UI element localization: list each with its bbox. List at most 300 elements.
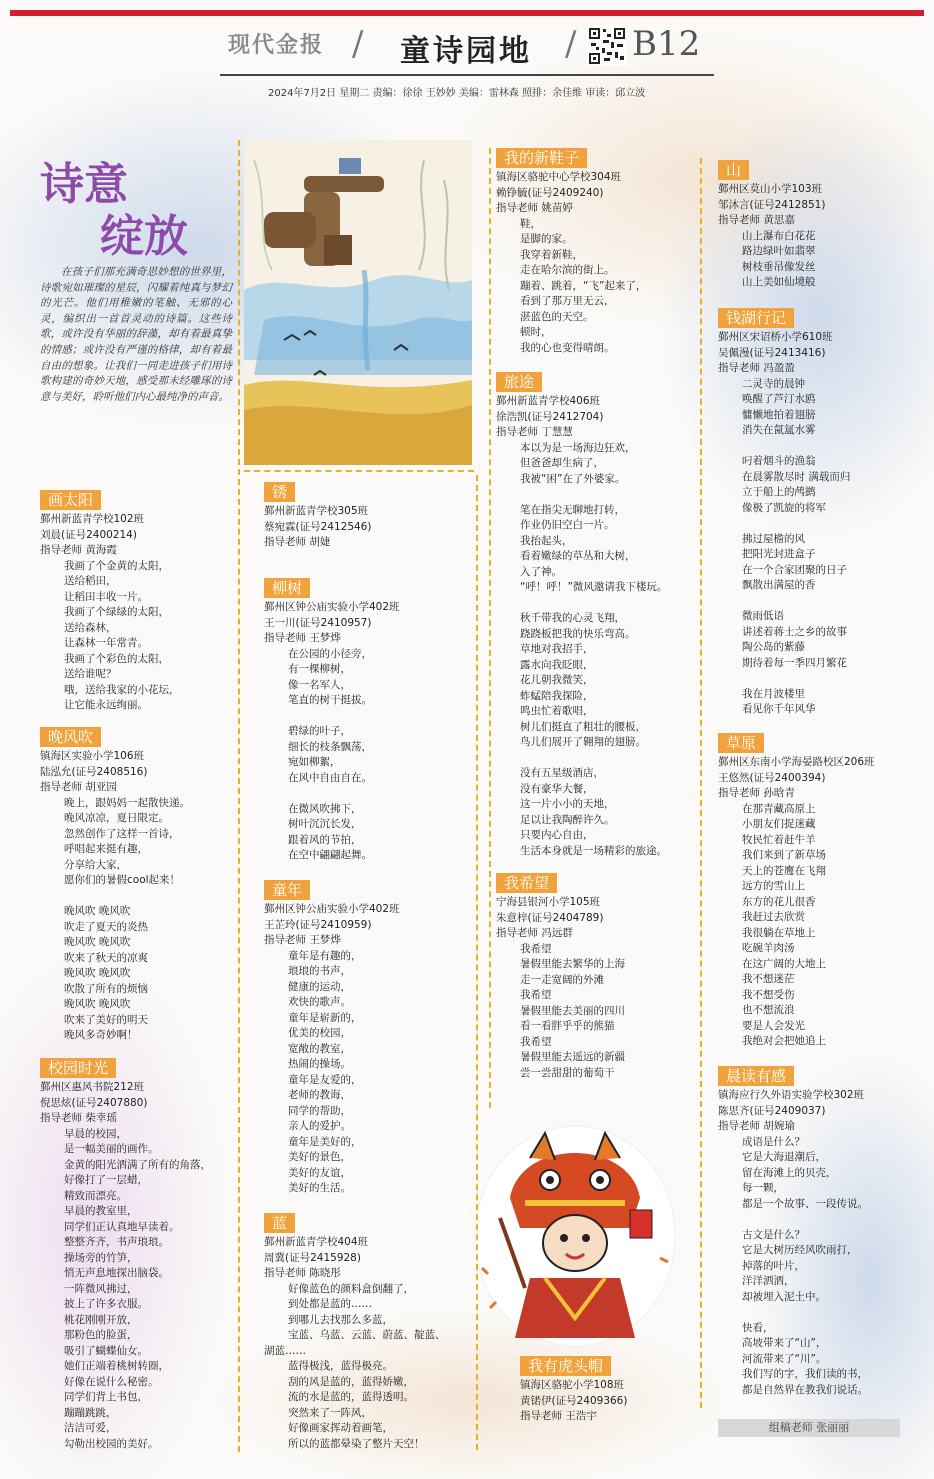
poem-line: 只要内心自由， — [520, 829, 594, 841]
poem-line: 美好的友谊， — [288, 1166, 351, 1179]
poem-school: 鄞州新蓝青学校305班 — [264, 505, 369, 517]
poem-line: 吸引了蝴蝶仙女。 — [64, 1344, 148, 1357]
poem-line: 生活本身就是一场精彩的旅途。 — [520, 844, 667, 857]
poem-line: 让稻田丰收一片。 — [64, 590, 148, 603]
poem-line: 送给稻田， — [64, 575, 117, 587]
poem-line: 在那青藏高原上 — [742, 802, 816, 815]
poem-title: 钱湖行记 — [718, 308, 794, 328]
poem-line — [496, 596, 667, 612]
poem-line: 远方的雪山上 — [742, 880, 805, 892]
poem-line: 让森林一年常青。 — [64, 637, 148, 649]
poem-title: 山 — [718, 160, 749, 180]
poem-line: 都是自然界在教我们说话。 — [742, 1383, 868, 1396]
poem-teacher: 指导老师 胡亚园 — [40, 781, 117, 793]
poem-line: 二灵寺的晨钟 — [742, 377, 805, 390]
poem-line: 晚风吹 晚风吹 — [64, 905, 131, 917]
poem-line: 我们来到了新草场 — [742, 849, 826, 861]
poem-line: 跷跷板把我的快乐弯高。 — [520, 627, 636, 640]
column-divider — [489, 148, 491, 1108]
poem-line: 我希望 — [520, 1035, 552, 1048]
poem-line: 愿你们的暑假cool起来！ — [64, 874, 181, 886]
poem-wan-feng-chui — [40, 727, 190, 1044]
poem-line: 晚上，跟妈妈一起散快递。 — [64, 796, 190, 809]
poem-line: 热闹的操场。 — [288, 1058, 351, 1070]
poem-line: 立于船上的鸬鹚 — [742, 486, 816, 498]
poem-line: 我抬起头， — [520, 534, 573, 547]
poem-line: 鸣虫忙着歌唱， — [520, 705, 594, 717]
poem-line: 我很躺在草地上 — [742, 926, 816, 939]
poem-author: 周冀(证号2415928) — [264, 1251, 361, 1264]
poem-body — [264, 647, 400, 864]
poem-line: 看着嫩绿的草丛和大树， — [520, 550, 636, 562]
poem-line: 古文是什么？ — [742, 1228, 805, 1241]
poem-line: 唤醒了芦汀水鸥 — [742, 393, 816, 405]
poem-chen-du-you-gan — [718, 1066, 868, 1398]
poem-line: “呼！呼！”微风邀请我下楼玩。 — [520, 581, 668, 593]
poem-author: 王悠然(证号2400394) — [718, 771, 826, 784]
poem-line: 晚风吹 晚风吹 — [64, 967, 131, 979]
poem-title: 我有虎头帽 — [520, 1356, 611, 1376]
poem-line: 微雨低语 — [742, 610, 784, 622]
poem-line: 蹦蹦跳跳， — [64, 1406, 117, 1419]
poem-line: 走一走宽阔的外滩 — [520, 973, 604, 986]
poem-line: 健康的运动， — [288, 980, 351, 993]
poem-title: 锈 — [264, 482, 295, 502]
poem-teacher: 指导老师 胡婕 — [264, 536, 331, 548]
poem-line: 像一名军人， — [288, 678, 351, 691]
poem-line: 没有五星级酒店， — [520, 767, 604, 779]
poem-line: 同学们正认真地早读着。 — [64, 1220, 180, 1233]
poem-line: 入了神。 — [520, 565, 562, 578]
poem-line: 暑假里能去美丽的四川 — [520, 1004, 625, 1017]
poem-line: 蚱蜢陪我探险， — [520, 689, 594, 702]
poem-title: 我的新鞋子 — [496, 148, 587, 168]
poem-line: 也不想流浪 — [742, 1004, 795, 1016]
poem-line: 鞋， — [520, 217, 541, 230]
poem-line: 哦，送给我家的小花坛， — [64, 683, 180, 696]
poem-line: 都是一个故事、一段传说。 — [742, 1197, 868, 1210]
poem-school: 鄞州区宋诏桥小学610班 — [718, 331, 833, 343]
poem-author: 邹沐言(证号2412851) — [718, 198, 826, 211]
poem-line: 看到了那万里无云， — [520, 295, 615, 307]
poem-line: 同学的帮助， — [288, 1104, 351, 1117]
poem-line: 突然来了一阵风， — [288, 1406, 372, 1419]
poem-line: 晚风多奇妙啊！ — [64, 1029, 138, 1041]
poem-line: 但爸爸却生病了， — [520, 457, 604, 469]
poem-qian-hu-xing-ji — [718, 308, 850, 718]
poem-line: 消失在氤氲水雾 — [742, 424, 816, 436]
poem-line: 山上美如仙境般 — [742, 276, 816, 288]
poem-body — [264, 949, 400, 1197]
poem-school: 鄞州新蓝青学校102班 — [40, 513, 145, 525]
poem-line: 在这广阔的大地上 — [742, 957, 826, 970]
poem-body — [718, 1135, 868, 1399]
poem-line — [718, 671, 850, 687]
poem-line: 草地对我招手， — [520, 643, 594, 655]
poem-body — [718, 802, 875, 1050]
column-divider — [700, 158, 702, 1408]
poem-teacher: 指导老师 冯远群 — [496, 927, 573, 939]
poem-lv-tu — [496, 372, 667, 859]
poem-line — [496, 487, 667, 503]
qr-code-icon[interactable] — [587, 26, 627, 66]
poem-line: 好像打了一层蜡， — [64, 1174, 148, 1186]
poem-school: 鄞州区钟公庙实验小学402班 — [264, 903, 400, 915]
header-divider: / — [352, 24, 364, 64]
poem-teacher: 指导老师 胡婉瑜 — [718, 1120, 795, 1132]
poem-teacher: 指导老师 黄海霞 — [40, 544, 117, 556]
poem-line: 是一幅美丽的画作。 — [64, 1143, 159, 1155]
poem-line: 整整齐齐，书声琅琅。 — [64, 1236, 169, 1248]
poem-body — [496, 441, 667, 860]
poem-line: 吹走了夏天的炎热 — [64, 920, 148, 933]
poem-line: 操场旁的竹笋， — [64, 1251, 138, 1264]
poem-line: 我画了个金黄的太阳， — [64, 559, 169, 572]
poem-author: 倪思炫(证号2407880) — [40, 1096, 148, 1109]
poem-school: 镇海区实验小学106班 — [40, 750, 145, 762]
poem-line: 我们写的字，我们读的书， — [742, 1368, 868, 1380]
poem-line: 跟着风的节拍， — [288, 833, 362, 846]
poem-line: 所以的蓝都晕染了整片天空！ — [288, 1437, 425, 1450]
poem-line: 好像画家挥动着画笔， — [288, 1422, 393, 1434]
poem-teacher: 指导老师 孙晗青 — [718, 787, 795, 799]
poem-line: 陶公岛的紫藤 — [742, 641, 805, 653]
poem-line: 在晨雾散尽时 满载而归 — [742, 470, 851, 483]
poem-teacher: 指导老师 黄思嘉 — [718, 214, 795, 226]
poem-line: 优美的校园， — [288, 1027, 351, 1039]
poem-line: 笔直的树干挺拔。 — [288, 694, 372, 706]
poem-line: 细长的枝条飘荡， — [288, 740, 372, 753]
poem-line: 吹散了所有的烦恼 — [64, 982, 148, 995]
poem-line: 晚风吹 晚风吹 — [64, 998, 131, 1010]
poem-school: 鄞州区惠风书院212班 — [40, 1081, 145, 1093]
poem-line: 老师的教诲， — [288, 1089, 351, 1101]
poem-author: 赖铮毓(证号2409240) — [496, 186, 604, 199]
poem-hua-taiyang — [40, 490, 180, 714]
poem-body — [40, 796, 190, 1044]
poem-line: 要是人会发光 — [742, 1019, 805, 1032]
poem-teacher: 指导老师 王梦烨 — [264, 934, 341, 946]
poem-line: 送给谁呢？ — [64, 668, 117, 680]
poem-author: 陆泓允(证号2408516) — [40, 765, 148, 778]
poem-line: 美好的生活。 — [288, 1182, 351, 1194]
poem-line: 路边绿叶如翡翠 — [742, 245, 816, 257]
poem-line — [264, 709, 400, 725]
poem-line: 这一片小小的天地， — [520, 798, 615, 810]
poem-line: 我希望 — [520, 942, 552, 955]
poem-title: 我希望 — [496, 873, 557, 893]
poem-line: 分享给大家， — [64, 858, 127, 871]
poem-line: 在公园的小径旁， — [288, 647, 372, 660]
poem-line: 吃碗羊肉汤 — [742, 942, 795, 954]
poem-line: 留在海滩上的贝壳， — [742, 1166, 837, 1179]
poem-line: 飘散出满屋的香 — [742, 579, 816, 591]
poem-line: 童年是友爱的， — [288, 1073, 362, 1086]
poem-liu-shu — [264, 578, 400, 864]
poem-body — [496, 217, 646, 357]
poem-author: 蔡宛霖(证号2412546) — [264, 520, 372, 533]
poem-line: 我不想受伤 — [742, 988, 795, 1001]
poem-line: 本以为是一场海边狂欢， — [520, 441, 636, 454]
poem-title: 童年 — [264, 880, 310, 900]
poem-line: 湖蓝…… — [264, 1344, 306, 1357]
poem-line: 忽然创作了这样一首诗， — [64, 827, 180, 840]
column-divider — [238, 140, 240, 1452]
editor-credit: 组稿老师 张丽丽 — [718, 1419, 900, 1437]
poem-line — [496, 751, 667, 767]
poem-line: 我绝对会把她追上 — [742, 1035, 826, 1047]
poem-title: 旅途 — [496, 372, 542, 392]
poem-title: 蓝 — [264, 1213, 295, 1233]
poem-body — [718, 229, 825, 291]
feature-intro: 在孩子们那充满奇思妙想的世界里，诗歌宛如璀璨的星辰，闪耀着纯真与梦幻的光芒。他们用稚嫩的笔触、无邪的心灵，编织出一首首灵动的诗篇。这些诗歌，或许没有华丽的辞藻，却有着最真挚的情感；或许没有严谨的格律，却有着最自由的想象。让我们一同走进孩子们用诗歌构建的奇妙天地，感受那未经雕琢的诗意与美好，聆听他们内心最纯净的声音。 — [40, 266, 232, 403]
poem-line — [718, 1212, 868, 1228]
poem-line: 琅琅的书声， — [288, 965, 351, 977]
poem-school: 鄞州区钟公庙实验小学402班 — [264, 601, 400, 613]
poem-line: 顿时， — [520, 326, 552, 338]
poem-line: 叼着烟斗的渔翁 — [742, 455, 816, 467]
poem-line: 她们正端着桃树转圈， — [64, 1360, 169, 1372]
poem-line: 那粉色的脸蛋， — [64, 1329, 138, 1341]
poem-line: 蹦着、跳着，“飞”起来了， — [520, 279, 647, 292]
poem-line: 到哪儿去找那么多蓝， — [288, 1313, 393, 1326]
poem-line: 快看， — [742, 1321, 774, 1334]
poem-author: 吴佩漫(证号2413416) — [718, 346, 826, 359]
feature-title-line2: 绽放 — [100, 211, 188, 262]
poem-line: 它是大海退潮后， — [742, 1151, 826, 1163]
poem-line: 披上了许多衣服。 — [64, 1298, 148, 1310]
poem-author: 黄锘伊(证号2409366) — [520, 1394, 628, 1407]
poem-line: 让它能永远绚丽。 — [64, 699, 148, 711]
header-divider: / — [565, 24, 577, 64]
poem-line: 到处都是蓝的…… — [288, 1298, 372, 1310]
poem-line: 宛如柳絮， — [288, 756, 341, 768]
poem-line: 高坡带来了“山”， — [742, 1337, 827, 1349]
poem-line: 看见你千年风华 — [742, 703, 816, 715]
poem-line: 树枝垂吊像发丝 — [742, 260, 816, 273]
row-divider — [244, 470, 474, 472]
poem-line — [718, 439, 850, 455]
poem-line: 桃花刚刚开放， — [64, 1313, 138, 1326]
poem-line: 在微风吹拂下， — [288, 802, 362, 815]
poem-line: 却被埋入泥土中。 — [742, 1290, 826, 1303]
poem-lan — [264, 1213, 446, 1452]
issue-info: 2024年7月2日 星期二 责编：徐徐 王妙妙 美编：雷林森 照排：余佳维 审读：邱立波 — [268, 88, 646, 99]
poem-teacher: 指导老师 柴幸瑶 — [40, 1112, 117, 1124]
poem-line: 天上的苍鹰在飞翔 — [742, 864, 826, 877]
poem-line: 童年是崭新的， — [288, 1011, 362, 1024]
poem-line: 刮的风是蓝的，蓝得娇嫩， — [288, 1375, 414, 1388]
poem-line: 精致而漂亮。 — [64, 1189, 127, 1202]
poem-line: 宽敞的教室， — [288, 1042, 351, 1055]
page-number: B12 — [632, 24, 701, 64]
poem-title: 画太阳 — [40, 490, 101, 510]
poem-line: 好像在说什么秘密。 — [64, 1375, 159, 1388]
poem-author: 陈思齐(证号2409037) — [718, 1104, 826, 1117]
poem-line: 吹来了美好的明天 — [64, 1013, 148, 1026]
poem-line: 看一看胖乎乎的熊猫 — [520, 1020, 615, 1032]
poem-line: 呼唱起来挺有趣， — [64, 843, 148, 855]
poem-line: 树叶沉沉长发， — [288, 818, 362, 830]
poem-school: 鄞州新蓝青学校404班 — [264, 1236, 369, 1248]
poem-line — [264, 786, 400, 802]
poem-line: 金黄的阳光洒满了所有的角落， — [64, 1158, 211, 1171]
poem-wo-you-hu-tou-mao — [520, 1356, 627, 1425]
section-title: 童诗园地 — [400, 34, 532, 69]
poem-title: 草原 — [718, 733, 764, 753]
poem-line: 牧民忙着赶牛羊 — [742, 833, 816, 846]
poem-line: 晚风凉凉，夏日限定。 — [64, 812, 169, 824]
poem-line: 暑假里能去繁华的上海 — [520, 958, 625, 970]
poem-line: 悄无声息地探出脑袋。 — [64, 1267, 169, 1279]
poem-line: 洋洋洒洒， — [742, 1275, 795, 1287]
poem-body — [496, 942, 625, 1082]
poem-line: 花儿朝我微笑， — [520, 674, 594, 686]
poem-line: 我穿着新鞋， — [520, 248, 583, 261]
poem-line: 早晨的教室里， — [64, 1205, 138, 1217]
poem-line: 吹来了秋天的凉爽 — [64, 951, 148, 964]
poem-body — [40, 559, 180, 714]
poem-line: 送给森林， — [64, 621, 117, 634]
newspaper-name: 现代金报 — [228, 32, 325, 58]
poem-line: 笔在指尖无聊地打转， — [520, 503, 625, 516]
poem-line: 暑假里能去遥远的新疆 — [520, 1051, 625, 1063]
poem-teacher: 指导老师 姚苗婷 — [496, 202, 573, 214]
poem-school: 鄞州区东南小学海晏路校区206班 — [718, 756, 875, 768]
poem-title: 晨读有感 — [718, 1066, 794, 1086]
poem-line: 把阳光封进盒子 — [742, 548, 816, 560]
poem-line: 我画了个绿绿的太阳， — [64, 606, 169, 618]
poem-line: 我被“困”在了外婆家。 — [520, 472, 626, 485]
header-red-bar — [10, 10, 924, 16]
poem-line: 期待着每一季四月繁花 — [742, 656, 847, 669]
poem-line: 在一个合家团聚的日子 — [742, 563, 847, 576]
poem-line: 像极了凯旋的将军 — [742, 501, 826, 514]
poem-line: 碧绿的叶子， — [288, 725, 351, 737]
poem-line: 我画了个彩色的太阳， — [64, 652, 169, 665]
poem-line: 小朋友们捉迷藏 — [742, 818, 816, 830]
poem-line: 一阵微风拂过， — [64, 1282, 138, 1295]
poem-line: 亲人的爱护。 — [288, 1120, 351, 1132]
poem-shan — [718, 160, 825, 291]
poem-line: 在风中自由自在。 — [288, 771, 372, 784]
poem-line: 秋千带我的心灵飞翔， — [520, 612, 625, 624]
poem-line: 东方的花儿很香 — [742, 895, 816, 908]
poem-teacher: 指导老师 丁慧慧 — [496, 426, 573, 438]
poem-line: 在空中翩翩起舞。 — [288, 849, 372, 861]
poem-author: 王一川(证号2410957) — [264, 616, 372, 629]
poem-body — [718, 377, 850, 718]
faucet-painting-illustration — [244, 140, 472, 465]
poem-teacher: 指导老师 王浩宇 — [520, 1410, 597, 1422]
poem-school: 镇海区骆驼中心学校304班 — [496, 171, 622, 183]
poem-body — [264, 1282, 446, 1453]
poem-line: 我赶过去欣赏 — [742, 911, 805, 923]
poem-body — [40, 1127, 211, 1453]
poem-author: 刘晨(证号2400214) — [40, 528, 137, 541]
header-rule — [220, 74, 714, 76]
poem-line: 有一棵柳树， — [288, 663, 351, 675]
poem-school: 镇海区骆驼小学108班 — [520, 1379, 625, 1391]
poem-line: 河流带来了“川”。 — [742, 1352, 827, 1365]
poem-teacher: 指导老师 王梦烨 — [264, 632, 341, 644]
poem-line: 蓝得极浅，蓝得极亮。 — [288, 1360, 393, 1372]
poem-teacher: 指导老师 陈晓彤 — [264, 1267, 341, 1279]
tiger-hat-drawing-illustration — [470, 1118, 680, 1350]
poem-line: 洁洁可爱， — [64, 1422, 117, 1434]
poem-line: 作业仍旧空白一片。 — [520, 519, 615, 531]
poem-school: 镇海应行久外语实验学校302班 — [718, 1089, 865, 1101]
poem-line: 掉落的叶片， — [742, 1259, 805, 1272]
poem-line: 鸟儿们展开了翱翔的翅膀。 — [520, 736, 646, 748]
poem-title: 校园时光 — [40, 1058, 116, 1078]
poem-line: 我不想迷茫 — [742, 973, 795, 985]
poem-wo-xi-wang — [496, 873, 625, 1081]
poem-title: 柳树 — [264, 578, 310, 598]
poem-line: 晚风吹 晚风吹 — [64, 936, 131, 948]
poem-wo-de-xin-xie-zi — [496, 148, 646, 356]
poem-line — [40, 889, 190, 905]
poem-line: 走在哈尔滨的街上。 — [520, 264, 615, 276]
poem-line: 宝蓝、乌蓝、云蓝、蔚蓝、靛蓝、 — [288, 1329, 446, 1341]
poem-line: 勾勒出校园的美好。 — [64, 1437, 159, 1450]
poem-title: 晚风吹 — [40, 727, 101, 747]
column-divider — [476, 475, 478, 1450]
poem-line: 没有豪华大餐， — [520, 782, 594, 795]
poem-line: 美好的景色， — [288, 1151, 351, 1163]
poem-line: 讲述着蒋士之乡的故事 — [742, 625, 847, 638]
poem-line: 树儿们挺直了粗壮的腰板， — [520, 720, 646, 733]
poem-line: 同学们背上书包， — [64, 1391, 148, 1403]
poem-line: 早晨的校园， — [64, 1127, 127, 1140]
poem-xiu — [264, 482, 371, 551]
poem-line: 我在月波楼里 — [742, 687, 805, 700]
poem-line — [718, 516, 850, 532]
poem-school: 鄞州新蓝青学校406班 — [496, 395, 601, 407]
poem-author: 王芷玲(证号2410959) — [264, 918, 372, 931]
poem-line: 拂过屋檐的风 — [742, 532, 805, 545]
poem-line: 流的水是蓝的，蓝得透明。 — [288, 1391, 414, 1403]
poem-cao-yuan — [718, 733, 875, 1050]
poem-xiao-yuan-shi-guang — [40, 1058, 211, 1452]
poem-teacher: 指导老师 冯盈盈 — [718, 362, 795, 374]
poem-line: 童年是美好的， — [288, 1135, 362, 1148]
poem-author: 徐浩凯(证号2412704) — [496, 410, 604, 423]
poem-line: 成语是什么？ — [742, 1135, 805, 1148]
poem-line: 湛蓝色的天空。 — [520, 310, 594, 323]
poem-line: 它是大树历经风吹雨打， — [742, 1244, 858, 1256]
poem-author: 朱意梓(证号2404789) — [496, 911, 604, 924]
poem-line: 我希望 — [520, 989, 552, 1001]
poem-line: 我的心也变得晴朗。 — [520, 341, 615, 354]
poem-line — [718, 594, 850, 610]
poem-line — [718, 1305, 868, 1321]
poem-line: 山上瀑布白花花 — [742, 229, 816, 242]
poem-tong-nian — [264, 880, 400, 1197]
poem-school: 宁海县银河小学105班 — [496, 896, 601, 908]
poem-school: 鄞州区莫山小学103班 — [718, 183, 823, 195]
poem-line: 尝一尝甜甜的葡萄干 — [520, 1066, 615, 1079]
poem-line: 每一颗， — [742, 1182, 784, 1194]
poem-line: 露水向我眨眼， — [520, 658, 594, 671]
poem-line: 是脚的家。 — [520, 233, 573, 245]
poem-line: 欢快的歌声。 — [288, 996, 351, 1008]
poem-line: 足以让我陶醉许久。 — [520, 813, 615, 826]
poem-line: 好像蓝色的颜料盒倒翻了， — [288, 1282, 414, 1295]
poem-line: 慵懒地拍着翅膀 — [742, 408, 816, 421]
poem-line: 童年是有趣的， — [288, 949, 362, 962]
feature-title-line1: 诗意 — [40, 159, 128, 210]
